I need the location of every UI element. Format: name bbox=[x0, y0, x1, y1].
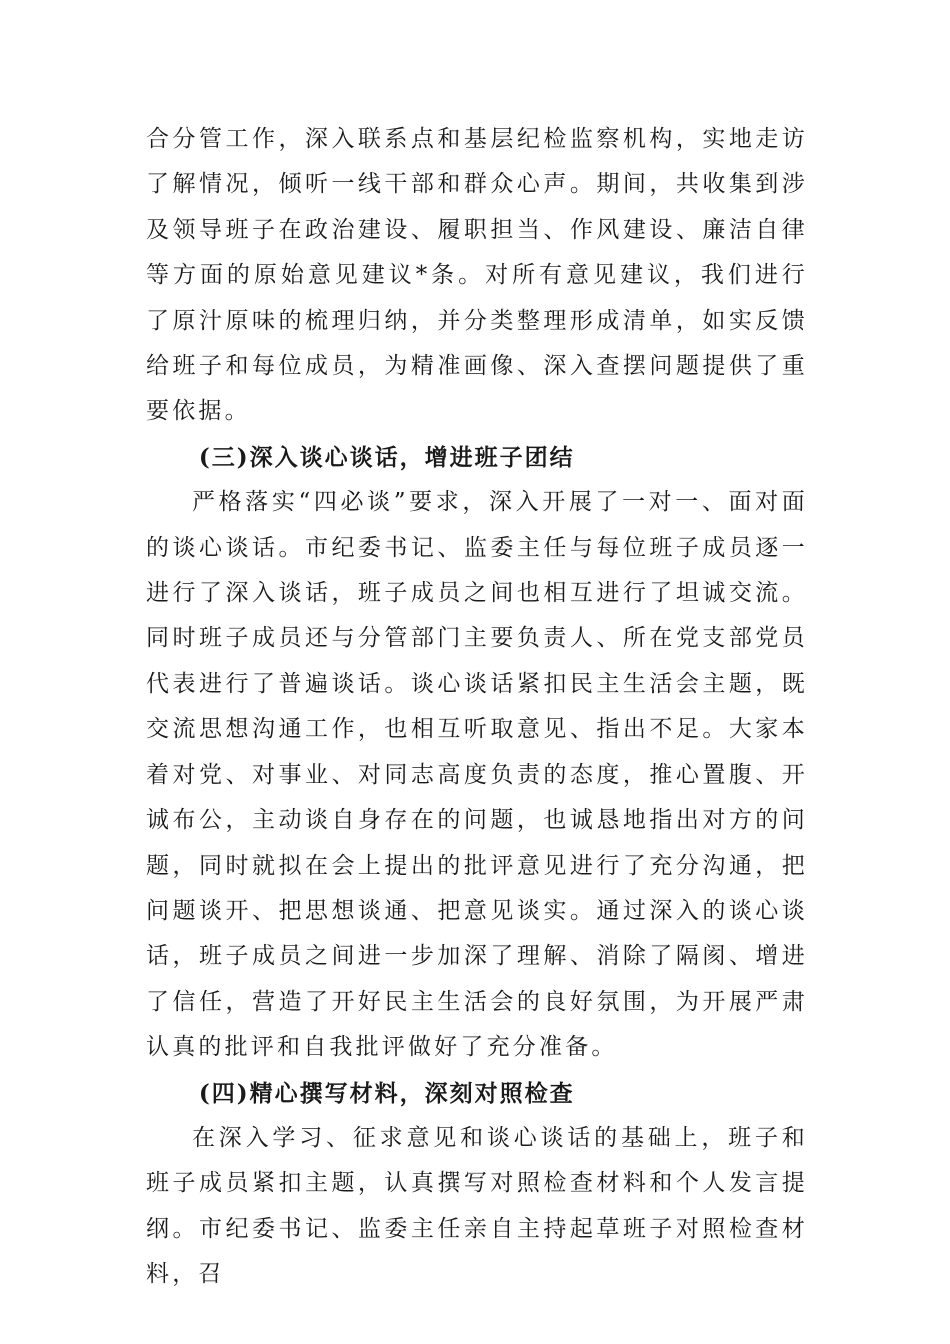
paragraph-materials-drafting: 在深入学习、征求意见和谈心谈话的基础上，班子和班子成员紧扣主题，认真撰写对照检查材料和个人发言提纲。市纪委书记、监委主任亲自主持起草班子对照检查材料，召 bbox=[146, 1124, 808, 1288]
paragraph-heart-to-heart-talks: 严格落实“四必谈”要求，深入开展了一对一、面对面的谈心谈话。市纪委书记、监委主任与每位班子成员逐一进行了深入谈话，班子成员之间也相互进行了坦诚交流。同时班子成员还与分管部门主要负责人、所在党支部党员代表进行了普遍谈话。谈心谈话紧扣民主生活会主题，既交流思想沟通工作，也相互听取意见、指出不足。大家本着对党、对事业、对同志高度负责的态度，推心置腹、开诚布公，主动谈自身存在的问题，也诚恳地指出对方的问题，同时就拟在会上提出的批评意见进行了充分沟通，把问题谈开、把思想谈通、把意见谈实。通过深入的谈心谈话，班子成员之间进一步加深了理解、消除了隔阂、增进了信任，营造了开好民主生活会的良好氛围，为开展严肃认真的批评和自我批评做好了充分准备。 bbox=[146, 489, 808, 1061]
paragraph-feedback-collection: 合分管工作，深入联系点和基层纪检监察机构，实地走访了解情况，倾听一线干部和群众心声。期间，共收集到涉及领导班子在政治建设、履职担当、作风建设、廉洁自律等方面的原始意见建议*条。对所有意见建议，我们进行了原汁原味的梳理归纳，并分类整理形成清单，如实反馈给班子和每位成员，为精准画像、深入查摆问题提供了重要依据。 bbox=[146, 126, 808, 425]
section-heading-4: (四)精心撰写材料，深刻对照检查 bbox=[198, 1079, 575, 1107]
section-heading-3: (三)深入谈心谈话，增进班子团结 bbox=[198, 443, 575, 471]
document-body bbox=[146, 117, 808, 1298]
